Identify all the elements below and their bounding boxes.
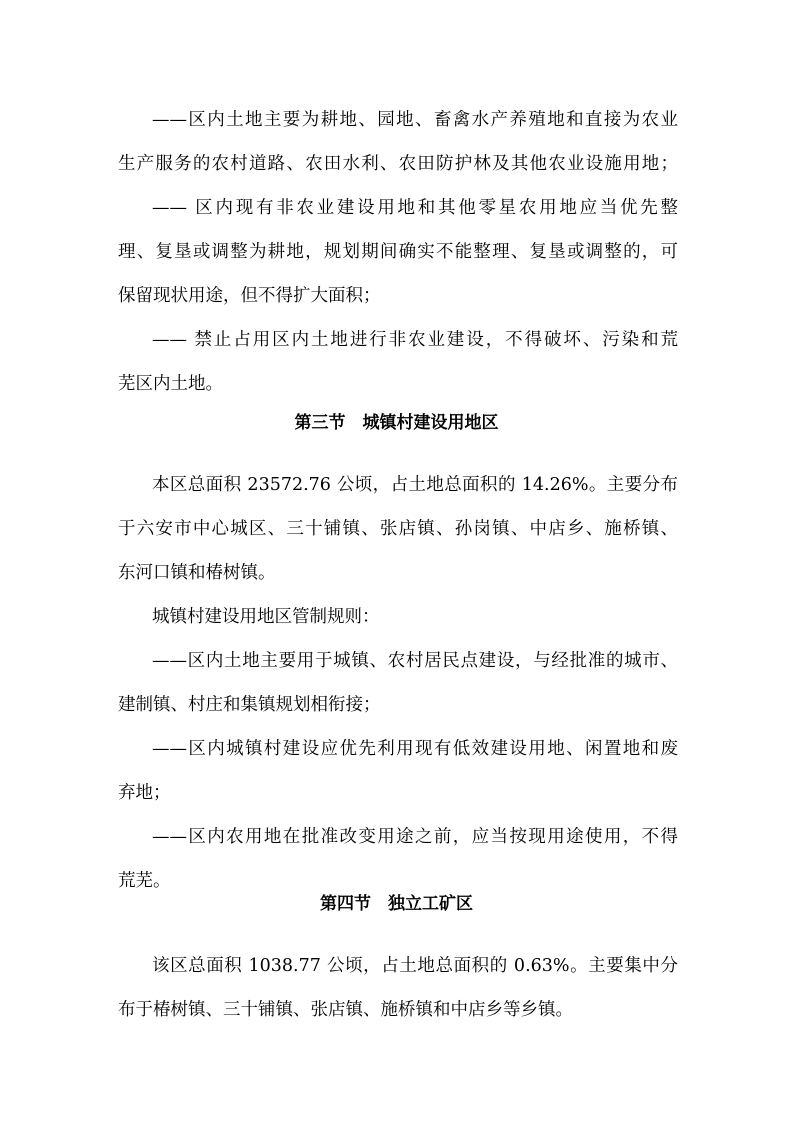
paragraph-line: 荒芜。 — [118, 871, 171, 891]
section-heading: 第三节 城镇村建设用地区 — [294, 413, 499, 433]
paragraph-line: 城镇村建设用地区管制规则： — [152, 607, 380, 627]
section-heading: 第四节 独立工矿区 — [320, 894, 473, 914]
paragraph-line: 保留现状用途，但不得扩大面积； — [118, 286, 381, 306]
paragraph-line: 布于椿树镇、三十铺镇、张店镇、施桥镇和中店乡等乡镇。 — [118, 1000, 573, 1020]
paragraph-line: —— 禁止占用区内土地进行非农业建设，不得破坏、污染和荒 — [152, 330, 678, 350]
paragraph-line: ——区内土地主要用于城镇、农村居民点建设，与经批准的城市、 — [152, 651, 678, 671]
paragraph-line: 芜区内土地。 — [118, 374, 223, 394]
paragraph-line: 该区总面积 1038.77 公顷，占土地总面积的 0.63%。主要集中分 — [152, 956, 678, 976]
paragraph-line: 生产服务的农村道路、农田水利、农田防护林及其他农业设施用地； — [118, 154, 678, 174]
paragraph-line: 于六安市中心城区、三十铺镇、张店镇、孙岗镇、中店乡、施桥镇、 — [118, 519, 678, 539]
paragraph-line: ——区内土地主要为耕地、园地、畜禽水产养殖地和直接为农业 — [152, 110, 678, 130]
paragraph-line: ——区内农用地在批准改变用途之前，应当按现用途使用，不得 — [152, 827, 678, 847]
paragraph-line: 弃地； — [118, 783, 171, 803]
paragraph-line: —— 区内现有非农业建设用地和其他零星农用地应当优先整 — [152, 198, 678, 218]
paragraph-line: 本区总面积 23572.76 公顷，占土地总面积的 14.26%。主要分布 — [152, 475, 678, 495]
paragraph-line: 建制镇、村庄和集镇规划相衔接； — [118, 695, 381, 715]
paragraph-line: 理、复垦或调整为耕地，规划期间确实不能整理、复垦或调整的，可 — [118, 242, 678, 262]
paragraph-line: ——区内城镇村建设应优先利用现有低效建设用地、闲置地和废 — [152, 739, 678, 759]
paragraph-line: 东河口镇和椿树镇。 — [118, 563, 276, 583]
